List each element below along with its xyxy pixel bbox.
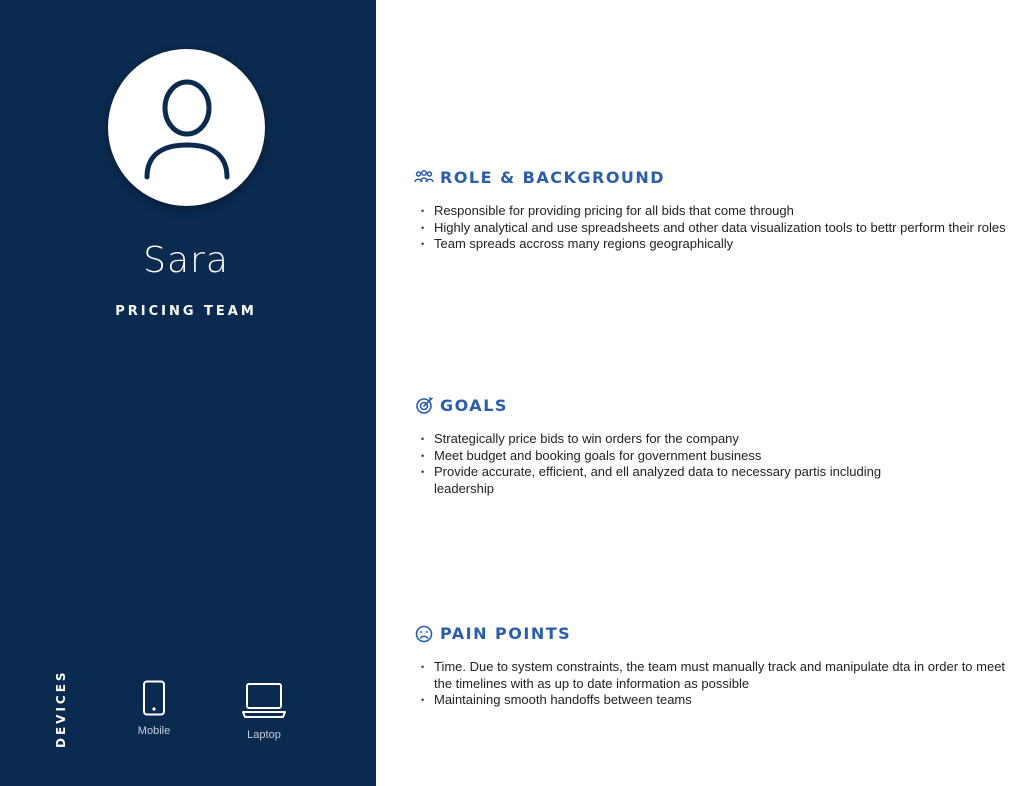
section-header bbox=[414, 165, 1014, 189]
device-laptop bbox=[236, 682, 292, 741]
people-group-icon bbox=[414, 167, 434, 187]
device-mobile bbox=[128, 680, 180, 737]
list-item: • Team spreads accross many regions geographically bbox=[414, 236, 1014, 253]
list-item: • Meet budget and booking goals for government business bbox=[414, 448, 1014, 465]
user-icon bbox=[108, 49, 265, 206]
section-title: GOALS bbox=[440, 395, 508, 415]
devices-label: DEVICES bbox=[54, 669, 68, 748]
device-label-laptop: Laptop bbox=[247, 729, 281, 741]
list-item: • Strategically price bids to win orders for the company bbox=[414, 431, 1014, 448]
section-title: PAIN POINTS bbox=[440, 623, 572, 643]
target-icon bbox=[414, 395, 434, 415]
section-pain-points bbox=[414, 621, 1014, 709]
section-title: ROLE & BACKGROUND bbox=[440, 167, 666, 187]
section-role-background bbox=[414, 165, 1014, 253]
avatar bbox=[108, 49, 265, 206]
list-item: • Time. Due to system constraints, the team must manually track and manipulate dta in order to meet the timelines with as up to date information as possible bbox=[414, 659, 1014, 692]
section-header bbox=[414, 393, 1014, 417]
list-item: • Highly analytical and use spreadsheets and other data visualization tools to bettr perform their roles bbox=[414, 220, 1014, 237]
pain-points-list bbox=[414, 659, 1014, 709]
persona-name: Sara bbox=[143, 240, 229, 281]
list-item: • Responsible for providing pricing for all bids that come through bbox=[414, 203, 1014, 220]
persona-sidebar bbox=[0, 0, 376, 786]
goals-list bbox=[414, 431, 1014, 497]
laptop-icon bbox=[240, 682, 288, 720]
mobile-phone-icon bbox=[142, 680, 166, 716]
sad-face-icon bbox=[414, 623, 434, 643]
list-item: • Provide accurate, efficient, and ell analyzed data to necessary partis including leadership bbox=[414, 464, 1014, 497]
persona-content bbox=[376, 0, 1024, 786]
section-goals bbox=[414, 393, 1014, 497]
list-item: • Maintaining smooth handoffs between teams bbox=[414, 692, 1014, 709]
section-header bbox=[414, 621, 1014, 645]
persona-team: PRICING TEAM bbox=[115, 304, 257, 319]
role-list bbox=[414, 203, 1014, 253]
device-label-mobile: Mobile bbox=[137, 725, 171, 737]
